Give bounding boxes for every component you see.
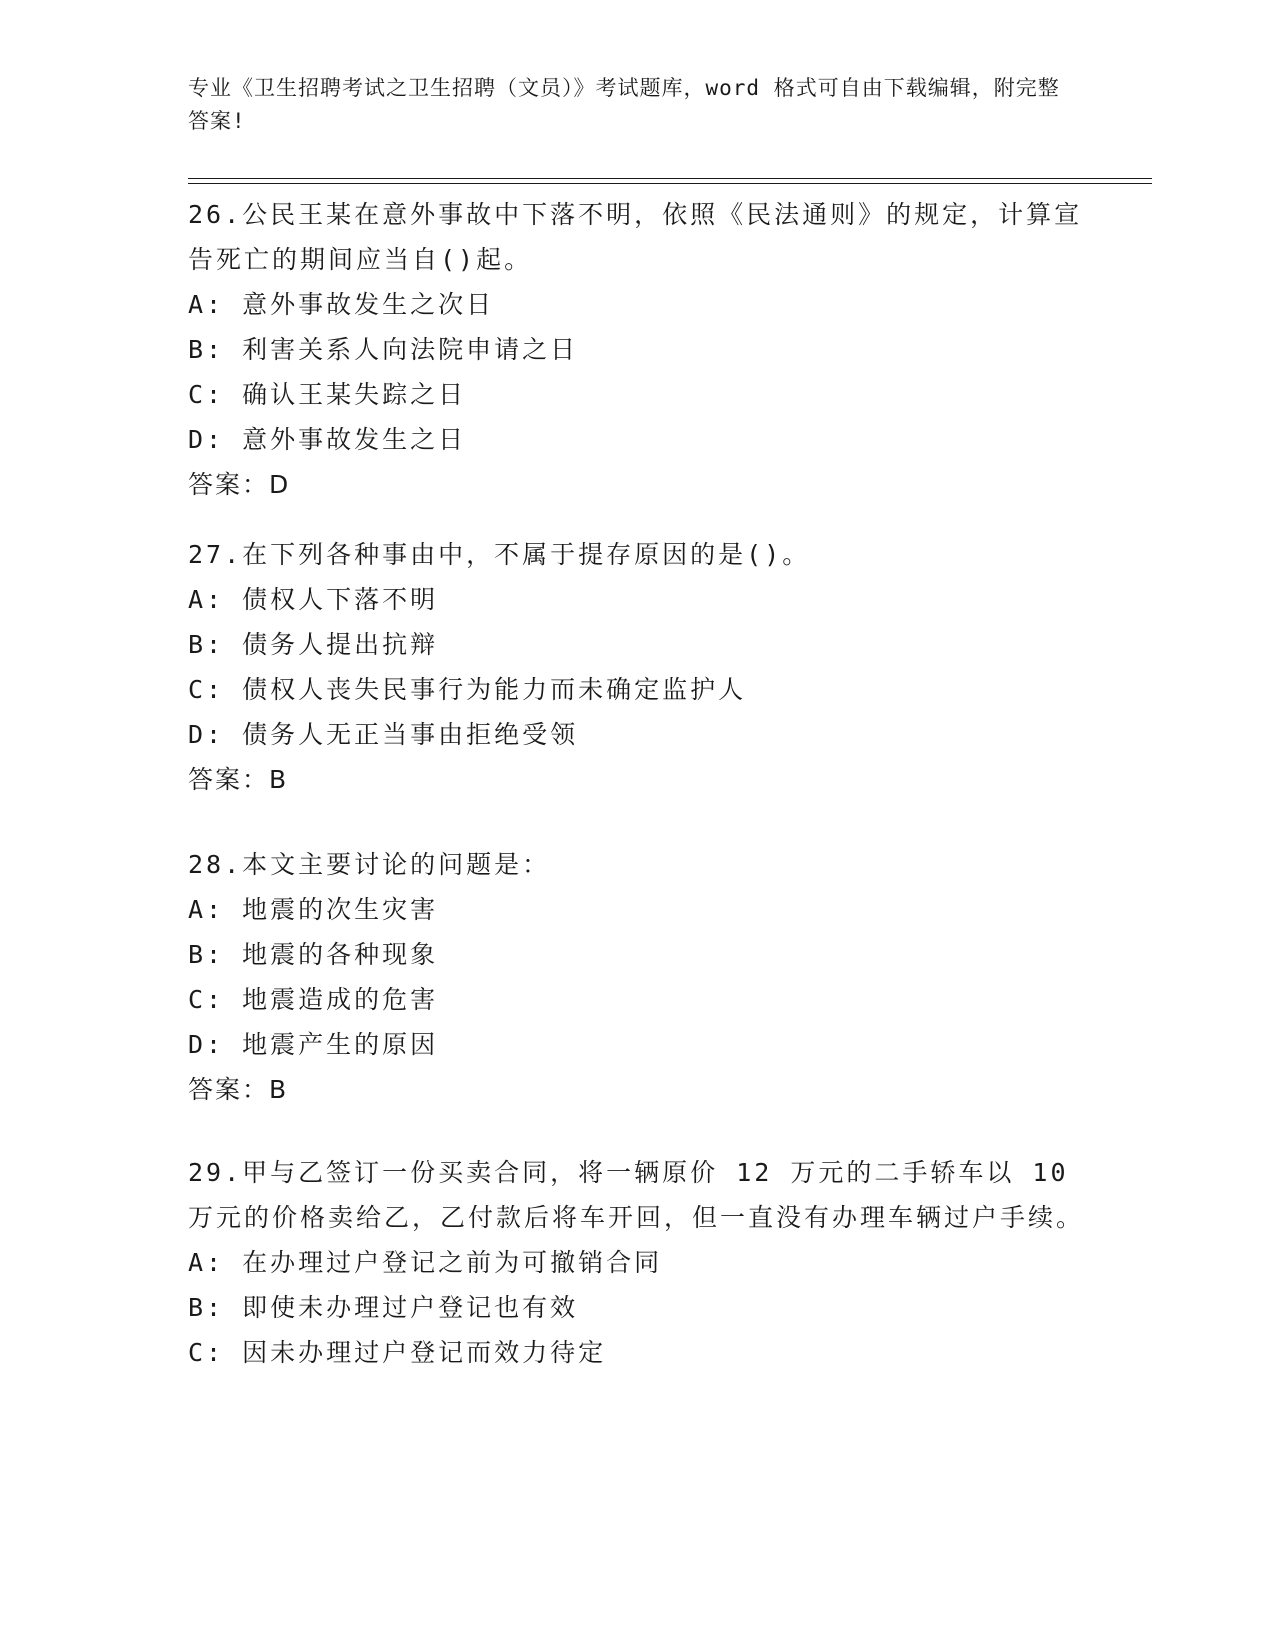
answer-label: 答案：B [188,1075,289,1104]
option-c: C: 因未办理过户登记而效力待定 [188,1338,607,1367]
header-divider-top [188,178,1152,179]
question-stem: 29.甲与乙签订一份买卖合同，将一辆原价 12 万元的二手轿车以 10 万元的价格卖给乙，乙付款后将车开回，但一直没有办理车辆过户手续。 [188,1158,1085,1232]
option-c: C: 确认王某失踪之日 [188,380,467,409]
option-a: A: 意外事故发生之次日 [188,290,495,319]
option-a: A: 债权人下落不明 [188,585,439,614]
option-d: D: 意外事故发生之日 [188,425,467,454]
question-stem: 26.公民王某在意外事故中下落不明，依照《民法通则》的规定，计算宣告死亡的期间应当自()起。 [188,200,1083,274]
option-c: C: 债权人丧失民事行为能力而未确定监护人 [188,675,747,704]
option-d: D: 债务人无正当事由拒绝受领 [188,720,579,749]
header-divider-bottom [188,183,1152,184]
document-intro: 专业《卫生招聘考试之卫生招聘（文员）》考试题库，word 格式可自由下载编辑，附完整答案! [188,76,1060,133]
question-29 [188,1150,1088,1375]
answer-label: 答案：B [188,765,289,794]
option-b: B: 地震的各种现象 [188,940,439,969]
question-stem: 28.本文主要讨论的问题是： [188,850,551,879]
question-27 [188,532,1088,802]
question-stem: 27.在下列各种事由中，不属于提存原因的是()。 [188,540,811,569]
option-b: B: 利害关系人向法院申请之日 [188,335,579,364]
question-28 [188,842,1088,1112]
option-d: D: 地震产生的原因 [188,1030,439,1059]
answer-label: 答案：D [188,470,291,499]
option-a: A: 在办理过户登记之前为可撤销合同 [188,1248,663,1277]
option-c: C: 地震造成的危害 [188,985,439,1014]
option-a: A: 地震的次生灾害 [188,895,439,924]
option-b: B: 即使未办理过户登记也有效 [188,1293,579,1322]
option-b: B: 债务人提出抗辩 [188,630,439,659]
question-26 [188,192,1088,507]
